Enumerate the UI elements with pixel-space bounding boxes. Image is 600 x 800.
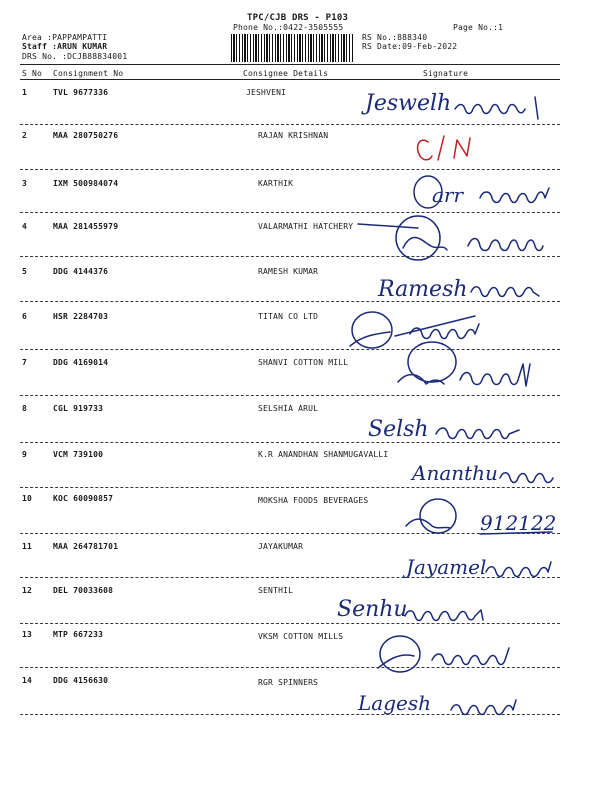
area-label: Area :PAPPAMPATTI [22, 33, 108, 42]
signature-9 [410, 452, 590, 492]
row-consignment: HSR 2284703 [53, 312, 109, 321]
barcode [231, 34, 353, 62]
row-sno: 11 [22, 542, 33, 551]
row-consignment: DDG 4156630 [53, 676, 109, 685]
svg-text:Jayamel: Jayamel [406, 555, 487, 579]
row-sno: 6 [22, 312, 28, 321]
svg-text:Ananthu: Ananthu [412, 461, 498, 485]
header-rule-top [20, 64, 560, 65]
col-consignee: Consignee Details [243, 69, 329, 78]
row-consignment: MAA 281455979 [53, 222, 119, 231]
row-sno: 1 [22, 88, 28, 97]
row-sno: 5 [22, 267, 28, 276]
row-consignment: MAA 264781701 [53, 542, 119, 551]
col-signature: Signature [423, 69, 469, 78]
row-sno: 3 [22, 179, 28, 188]
row-sno: 13 [22, 630, 33, 639]
phone-number: Phone No.:0422-3505555 [233, 23, 344, 32]
signature-1 [360, 85, 590, 125]
row-sno: 7 [22, 358, 28, 367]
row-sno: 2 [22, 131, 28, 140]
row-consignee: SENTHIL [258, 586, 294, 595]
rs-date: RS Date:09-Feb-2022 [362, 42, 458, 51]
row-sno: 9 [22, 450, 28, 459]
row-consignee: KARTHIK [258, 179, 294, 188]
row-consignee: SELSHIA ARUL [258, 404, 319, 413]
row-sno: 10 [22, 494, 33, 503]
row-consignment: IXM 500984074 [53, 179, 119, 188]
svg-text:arr: arr [432, 183, 464, 207]
row-consignment: DDG 4144376 [53, 267, 109, 276]
row-consignment: DEL 70033608 [53, 586, 114, 595]
row-consignee: VALARMATHI HATCHERY [258, 222, 354, 231]
row-consignee: RAMESH KUMAR [258, 267, 319, 276]
svg-text:Senhu: Senhu [337, 597, 408, 622]
row-divider [20, 395, 560, 396]
svg-text:912122: 912122 [480, 511, 557, 535]
row-consignee: RGR SPINNERS [258, 678, 319, 687]
signature-4 [388, 210, 588, 270]
signature-5 [376, 266, 576, 311]
svg-text:Jeswelh: Jeswelh [365, 91, 452, 116]
row-divider [20, 169, 560, 170]
signature-2-cn-mark [410, 132, 500, 167]
row-consignment: DDG 4169014 [53, 358, 109, 367]
header-rule-bottom [20, 79, 560, 80]
row-consignee: MOKSHA FOODS BEVERAGES [258, 496, 369, 505]
svg-text:Ramesh: Ramesh [378, 277, 468, 302]
row-consignment: KOC 60090857 [53, 494, 114, 503]
svg-text:Lagesh: Lagesh [358, 691, 431, 715]
row-consignment: MAA 280750276 [53, 131, 119, 140]
row-consignee: JESHVENI [246, 88, 287, 97]
row-consignment: VCM 739100 [53, 450, 104, 459]
row-consignee: SHANVI COTTON MILL [258, 358, 349, 367]
svg-text:Selsh: Selsh [368, 417, 429, 442]
row-consignment: TVL 9677336 [53, 88, 109, 97]
signature-11 [404, 544, 584, 584]
rs-number: RS No.:888340 [362, 33, 428, 42]
signature-13 [372, 630, 582, 675]
staff-label: Staff :ARUN KUMAR [22, 42, 108, 51]
col-consignment: Consignment No [53, 69, 124, 78]
signature-8 [366, 408, 581, 448]
row-sno: 8 [22, 404, 28, 413]
row-consignment: CGL 919733 [53, 404, 104, 413]
page-number: Page No.:1 [453, 23, 504, 32]
signature-12 [335, 594, 565, 632]
row-consignment: MTP 667233 [53, 630, 104, 639]
row-consignee: JAYAKUMAR [258, 542, 304, 551]
row-sno: 14 [22, 676, 33, 685]
row-consignee: TITAN CO LTD [258, 312, 319, 321]
row-sno: 4 [22, 222, 28, 231]
document-title: TPC/CJB DRS - P103 [247, 13, 349, 23]
signature-7 [390, 340, 590, 395]
row-consignee: K.R ANANDHAN SHANMUGAVALLI [258, 450, 389, 459]
row-sno: 12 [22, 586, 33, 595]
col-sno: S No [22, 69, 43, 78]
signature-14 [356, 682, 571, 722]
row-consignee: VKSM COTTON MILLS [258, 632, 344, 641]
signature-10 [400, 492, 580, 540]
row-consignee: RAJAN KRISHNAN [258, 131, 329, 140]
drs-number: DRS No. :DCJB88834001 [22, 52, 128, 61]
